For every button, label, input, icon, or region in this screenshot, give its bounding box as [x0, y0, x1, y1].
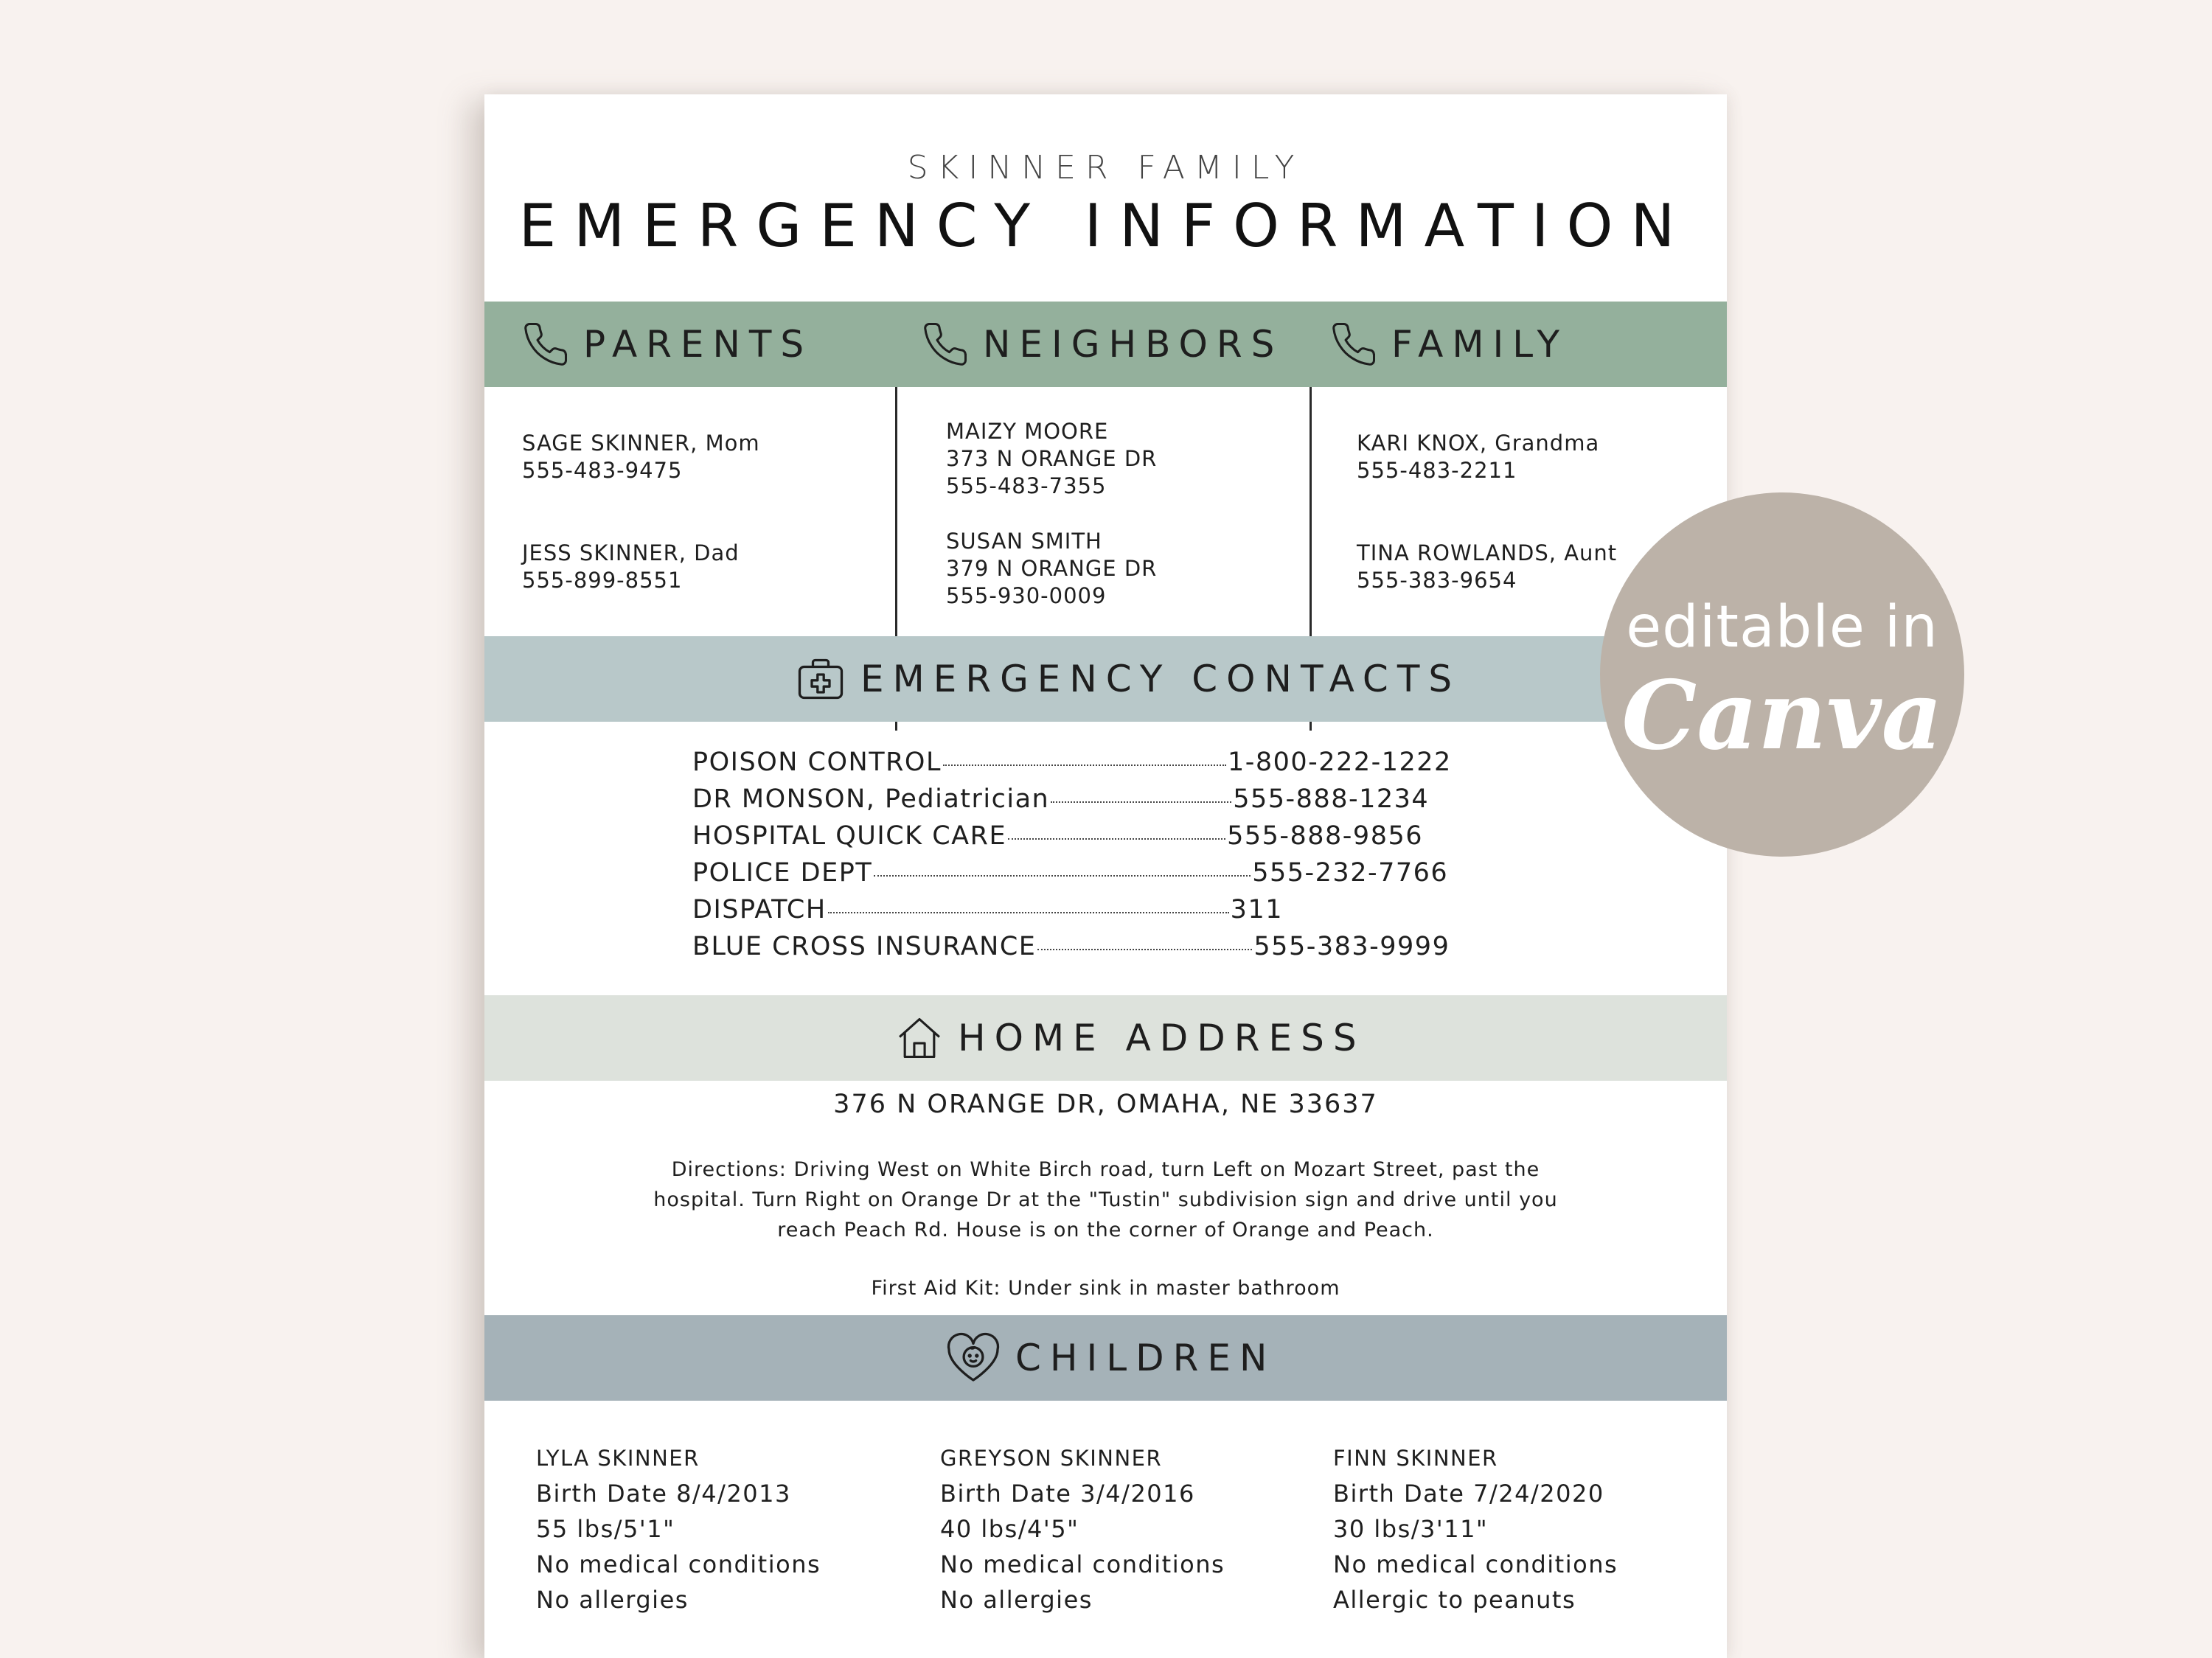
- dot-leader: [1037, 949, 1252, 950]
- phone-icon: [921, 320, 970, 369]
- contact-entry: [946, 528, 1157, 610]
- contact-number: 555-232-7766: [1252, 858, 1449, 888]
- contact-label: HOSPITAL QUICK CARE: [692, 821, 1007, 851]
- contact-number: 311: [1230, 895, 1283, 924]
- dot-leader: [1051, 801, 1231, 803]
- parents-heading: [521, 316, 813, 372]
- contact-entry: [946, 418, 1157, 500]
- contact-entry: [1357, 540, 1617, 594]
- phone-icon: [1329, 320, 1378, 369]
- contact-number: 1-800-222-1222: [1227, 748, 1452, 777]
- home-address-heading: [894, 1010, 1366, 1066]
- contact-number: 555-888-1234: [1233, 784, 1430, 814]
- child-allergies: Allergic to peanuts: [1333, 1586, 1576, 1614]
- child-card: [940, 1441, 1225, 1617]
- contact-entry: [522, 540, 740, 594]
- contact-name: MAIZY MOORE: [946, 419, 1109, 444]
- contact-label: DISPATCH: [692, 895, 827, 924]
- directions-line: reach Peach Rd. House is on the corner of Orange and Peach.: [777, 1219, 1434, 1241]
- family-title: FAMILY: [1391, 323, 1569, 366]
- list-item: [692, 784, 1467, 821]
- contact-name: TINA ROWLANDS, Aunt: [1357, 540, 1618, 565]
- contact-phone: 555-930-0009: [946, 583, 1107, 608]
- badge-text: editable in: [1626, 594, 1938, 661]
- directions-line: Directions: Driving West on White Birch road, turn Left on Mozart Street, past the: [671, 1158, 1540, 1181]
- list-item: [692, 895, 1467, 932]
- parents-title: PARENTS: [583, 323, 813, 366]
- child-size: 40 lbs/4'5": [940, 1515, 1079, 1543]
- contact-phone: 555-483-7355: [946, 473, 1107, 498]
- child-birth-date: Birth Date 8/4/2013: [536, 1480, 791, 1508]
- dot-leader: [828, 912, 1229, 913]
- list-item: [692, 821, 1467, 858]
- child-allergies: No allergies: [940, 1586, 1093, 1614]
- family-heading: [1329, 316, 1568, 372]
- emergency-info-sheet: [484, 94, 1727, 1658]
- dot-leader: [874, 875, 1251, 877]
- home-address: 376 N ORANGE DR, OMAHA, NE 33637: [833, 1090, 1378, 1119]
- contact-number: 555-888-9856: [1227, 821, 1424, 851]
- neighbors-title: NEIGHBORS: [983, 323, 1284, 366]
- child-medical: No medical conditions: [940, 1550, 1225, 1578]
- first-aid-note: First Aid Kit: Under sink in master bathroom: [871, 1277, 1340, 1300]
- child-size: 30 lbs/3'11": [1333, 1515, 1489, 1543]
- child-name: FINN SKINNER: [1333, 1446, 1498, 1471]
- contact-phone: 555-483-2211: [1357, 458, 1517, 483]
- contact-phone: 555-383-9654: [1357, 568, 1517, 593]
- list-item: [692, 932, 1467, 969]
- child-card: [1333, 1441, 1618, 1617]
- contact-name: SAGE SKINNER, Mom: [522, 431, 760, 456]
- baby-heart-icon: [945, 1331, 1002, 1384]
- contact-name: SUSAN SMITH: [946, 529, 1102, 554]
- contact-name: JESS SKINNER, Dad: [522, 540, 740, 565]
- document-title: EMERGENCY INFORMATION: [518, 192, 1693, 260]
- child-birth-date: Birth Date 3/4/2016: [940, 1480, 1195, 1508]
- child-name: LYLA SKINNER: [536, 1446, 700, 1471]
- contact-entry: [522, 430, 760, 484]
- contact-entry: [1357, 430, 1599, 484]
- contact-phone: 555-899-8551: [522, 568, 683, 593]
- editable-in-canva-badge: [1600, 492, 1964, 857]
- contact-label: POISON CONTROL: [692, 748, 942, 777]
- emergency-contacts-title: EMERGENCY CONTACTS: [860, 658, 1461, 700]
- child-name: GREYSON SKINNER: [940, 1446, 1163, 1471]
- child-medical: No medical conditions: [1333, 1550, 1618, 1578]
- first-aid-kit-icon: [794, 652, 847, 706]
- directions-line: hospital. Turn Right on Orange Dr at the "Tustin" subdivision sign and drive until you: [653, 1188, 1558, 1211]
- emergency-contacts-heading: [794, 651, 1461, 707]
- phone-icon: [521, 320, 570, 369]
- dot-leader: [943, 764, 1226, 766]
- children-heading: [945, 1330, 1276, 1386]
- children-title: CHILDREN: [1015, 1337, 1276, 1379]
- list-item: [692, 748, 1467, 784]
- dot-leader: [1008, 838, 1225, 840]
- contact-label: DR MONSON, Pediatrician: [692, 784, 1050, 814]
- child-medical: No medical conditions: [536, 1550, 821, 1578]
- contact-phone: 555-483-9475: [522, 458, 683, 483]
- child-card: [536, 1441, 821, 1617]
- contact-label: BLUE CROSS INSURANCE: [692, 932, 1037, 961]
- family-name: SKINNER FAMILY: [907, 149, 1304, 187]
- contact-address: 373 N ORANGE DR: [946, 446, 1158, 471]
- contact-label: POLICE DEPT: [692, 858, 873, 888]
- contact-address: 379 N ORANGE DR: [946, 556, 1158, 581]
- contact-name: KARI KNOX, Grandma: [1357, 431, 1600, 456]
- neighbors-heading: [921, 316, 1283, 372]
- canva-logo-text: Canva: [1621, 661, 1943, 771]
- child-size: 55 lbs/5'1": [536, 1515, 675, 1543]
- home-address-title: HOME ADDRESS: [958, 1017, 1366, 1059]
- contact-number: 555-383-9999: [1253, 932, 1450, 961]
- directions: [617, 1154, 1594, 1245]
- list-item: [692, 858, 1467, 895]
- emergency-contacts-list: [692, 748, 1467, 969]
- house-icon: [894, 1013, 945, 1063]
- child-birth-date: Birth Date 7/24/2020: [1333, 1480, 1604, 1508]
- child-allergies: No allergies: [536, 1586, 689, 1614]
